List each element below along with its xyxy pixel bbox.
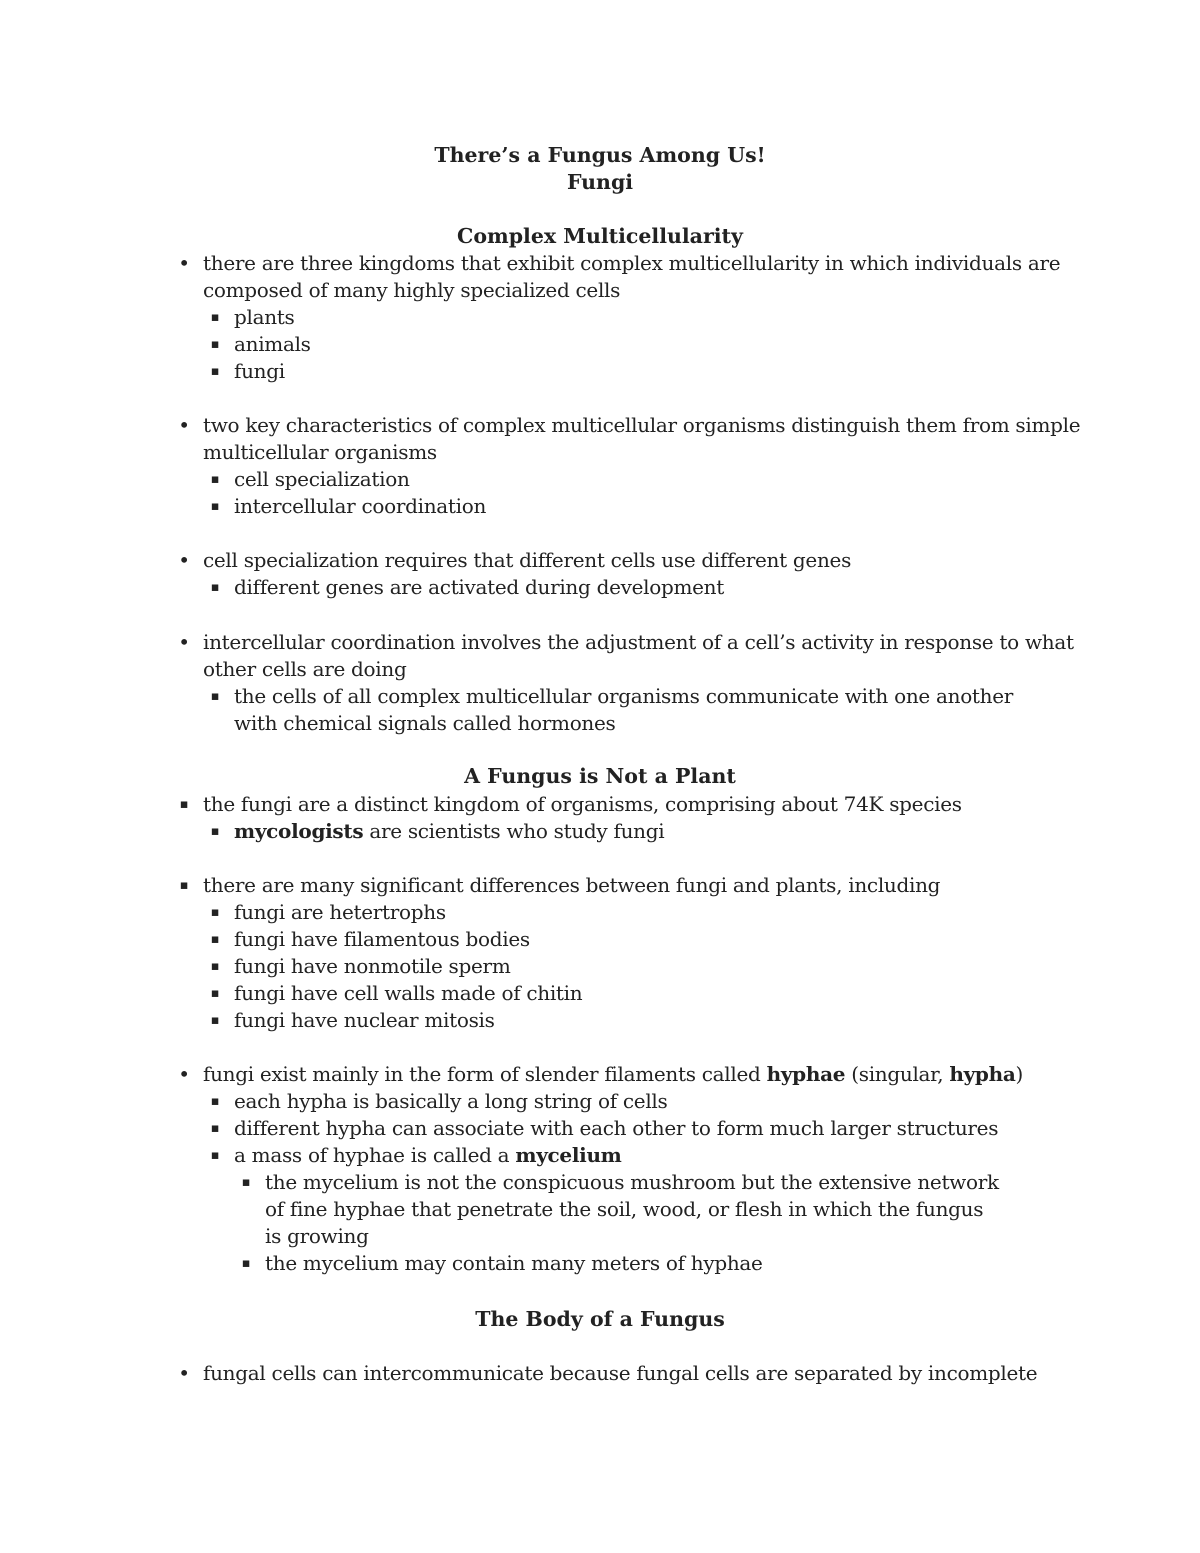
bullet-marker: ▪ [210,1094,220,1109]
document-title: There’s a Fungus Among Us! [434,143,766,167]
bullet-marker: • [178,251,190,275]
bullet-marker: ▪ [210,986,220,1001]
bullet-marker: ▪ [179,797,189,812]
section-heading-complex-multicellularity: Complex Multicellularity [457,224,743,248]
term-mycelium: mycelium [515,1143,622,1167]
sub-bullet-item: ▪ fungi have cell walls made of chitin [234,980,1014,1007]
bullet-marker: ▪ [210,689,220,704]
section-heading-fungus-not-plant: A Fungus is Not a Plant [464,764,736,788]
sub-bullet-item: ▪ fungi [234,358,1014,385]
bullet-item: ▪ the fungi are a distinct kingdom of organisms, comprising about 74K species [203,791,1083,818]
bullet-marker: • [178,548,190,572]
bullet-marker: ▪ [179,878,189,893]
term-hyphae: hyphae [766,1062,846,1086]
bullet-marker: • [178,630,190,654]
bullet-marker: • [178,413,190,437]
bullet-marker: ▪ [210,932,220,947]
sub-bullet-item: ▪ animals [234,331,1014,358]
sub-bullet-item: ▪ fungi are hetertrophs [234,899,1014,926]
sub-sub-bullet-item: ▪ the mycelium may contain many meters of hyphae [265,1250,1005,1277]
sub-bullet-item: ▪ different hypha can associate with each other to form much larger structures [234,1115,1014,1142]
sub-bullet-item: ▪ fungi have nonmotile sperm [234,953,1014,980]
bullet-marker: ▪ [210,959,220,974]
document-subtitle: Fungi [566,170,634,194]
sub-bullet-item: ▪ each hypha is basically a long string of cells [234,1088,1014,1115]
sub-bullet-item: ▪ intercellular coordination [234,493,1014,520]
bullet-marker: • [178,1361,190,1385]
bullet-item: • intercellular coordination involves the adjustment of a cell’s activity in response to what other cells are doing [203,629,1083,683]
bullet-marker: ▪ [210,580,220,595]
bullet-item: ▪ there are many significant differences between fungi and plants, including [203,872,1083,899]
section-heading-body-of-fungus: The Body of a Fungus [475,1307,725,1331]
sub-bullet-item: ▪ a mass of hyphae is called a mycelium [234,1142,1014,1169]
bullet-marker: ▪ [210,905,220,920]
term-hypha: hypha [949,1062,1016,1086]
bullet-item: • fungi exist mainly in the form of slender filaments called hyphae (singular, hypha) [203,1061,1083,1088]
bullet-marker: ▪ [210,472,220,487]
bullet-marker: ▪ [210,337,220,352]
bullet-marker: ▪ [210,364,220,379]
sub-sub-bullet-item: ▪ the mycelium is not the conspicuous mushroom but the extensive network of fine hyphae that penetrate the soil, wood, or flesh in which the fungus is growing [265,1169,1005,1250]
sub-bullet-item: ▪ mycologists are scientists who study fungi [234,818,1014,845]
bullet-item: • cell specialization requires that different cells use different genes [203,547,1083,574]
bullet-marker: ▪ [210,1148,220,1163]
sub-bullet-item: ▪ cell specialization [234,466,1014,493]
bullet-marker: ▪ [210,1121,220,1136]
bullet-marker: • [178,1062,190,1086]
sub-bullet-item: ▪ different genes are activated during development [234,574,1014,601]
term-mycologists: mycologists [234,819,364,843]
bullet-marker: ▪ [241,1175,251,1190]
bullet-item: • there are three kingdoms that exhibit complex multicellularity in which individuals are composed of many highly specialized cells [203,250,1083,304]
sub-bullet-item: ▪ plants [234,304,1014,331]
sub-bullet-item: ▪ the cells of all complex multicellular organisms communicate with one another with chemical signals called hormones [234,683,1014,737]
bullet-marker: ▪ [241,1256,251,1271]
sub-bullet-item: ▪ fungi have filamentous bodies [234,926,1014,953]
bullet-marker: ▪ [210,824,220,839]
bullet-item: • fungal cells can intercommunicate because fungal cells are separated by incomplete [203,1360,1083,1387]
bullet-marker: ▪ [210,310,220,325]
bullet-marker: ▪ [210,499,220,514]
sub-bullet-item: ▪ fungi have nuclear mitosis [234,1007,1014,1034]
bullet-marker: ▪ [210,1013,220,1028]
bullet-item: • two key characteristics of complex multicellular organisms distinguish them from simple multicellular organisms [203,412,1083,466]
